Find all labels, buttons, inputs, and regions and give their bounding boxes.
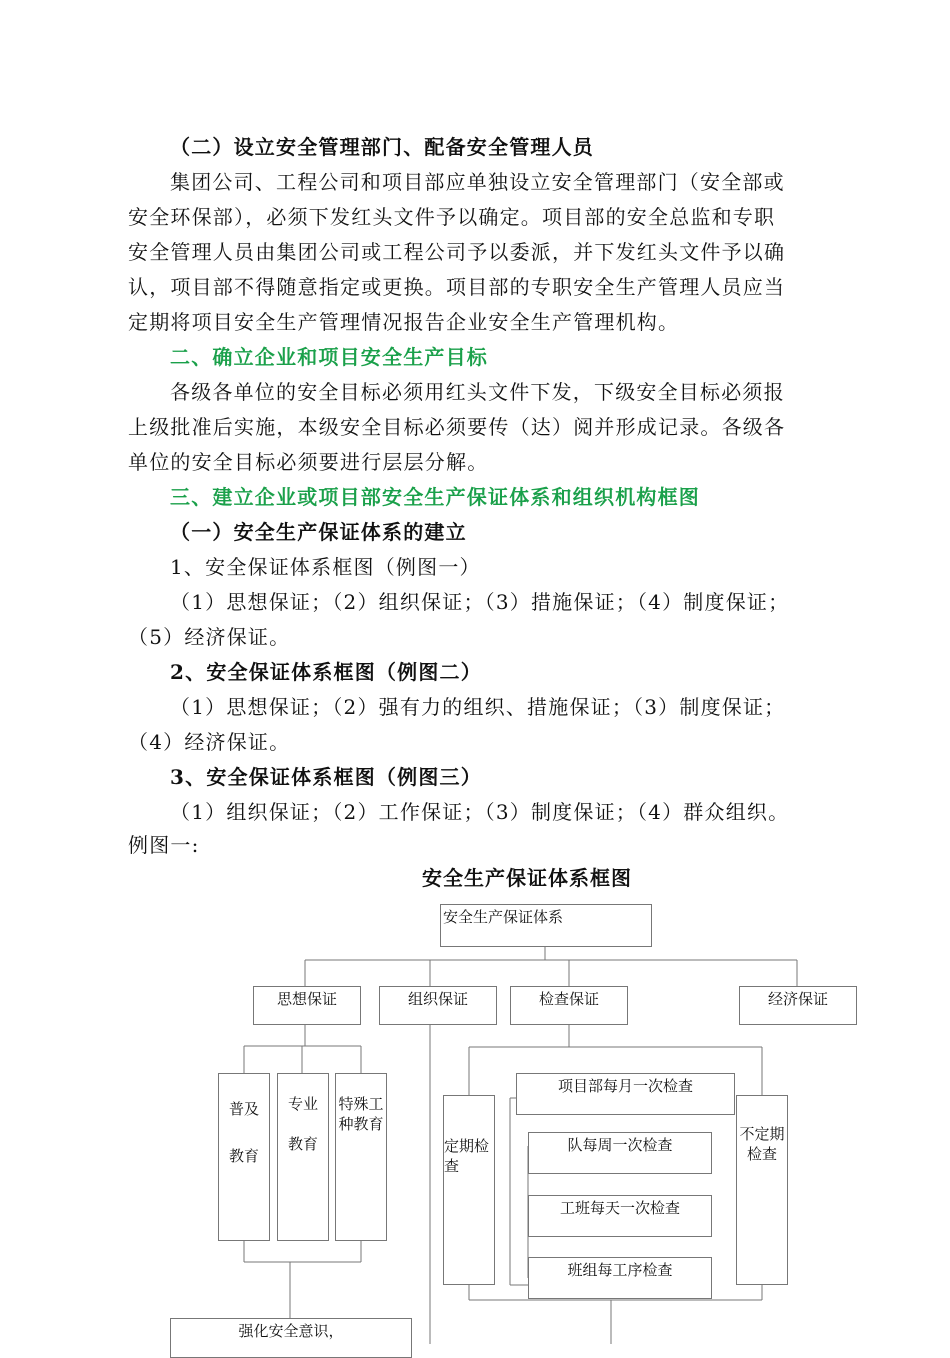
section-heading-3: 三、建立企业或项目部安全生产保证体系和组织机构框图 <box>170 485 700 509</box>
list-item-body: （4）经济保证。 <box>128 730 291 754</box>
diagram-title: 安全生产保证体系框图 <box>422 866 632 890</box>
root-node: 安全生产保证体系 <box>440 904 652 947</box>
paragraph-line: 单位的安全目标必须要进行层层分解。 <box>128 450 489 474</box>
paragraph-line: 定期将项目安全生产管理情况报告企业安全生产管理机构。 <box>128 310 680 334</box>
paragraph-line: 各级各单位的安全目标必须用红头文件下发，下级安全目标必须报 <box>170 380 785 404</box>
periodic-inspection-line: 定期检 <box>444 1137 490 1155</box>
irregular-inspection-line: 检查 <box>746 1145 777 1163</box>
list-item: 2、安全保证体系框图（例图二） <box>170 660 482 684</box>
list-item-body: （5）经济保证。 <box>128 625 291 649</box>
paragraph-line: 上级批准后实施，本级安全目标必须要传（达）阅并形成记录。各级各 <box>128 415 786 439</box>
list-item: 1、安全保证体系框图（例图一） <box>170 555 481 579</box>
branch-node-economic: 经济保证 <box>739 986 857 1025</box>
paragraph-line: 安全管理人员由集团公司或工程公司予以委派，并下发红头文件予以确 <box>128 240 786 264</box>
paragraph-line: 集团公司、工程公司和项目部应单独设立安全管理部门（安全部或 <box>170 170 785 194</box>
paragraph-line: 安全环保部），必须下发红头文件予以确定。项目部的安全总监和专职 <box>128 205 776 229</box>
check-daily-node: 工班每天一次检查 <box>528 1195 712 1237</box>
branch-node-inspection: 检查保证 <box>510 986 628 1025</box>
education-professional-line: 专业 <box>287 1095 318 1113</box>
section-heading-2-2: （二）设立安全管理部门、配备安全管理人员 <box>170 135 594 159</box>
periodic-inspection-line: 查 <box>444 1157 460 1175</box>
education-professional-line: 教育 <box>287 1135 318 1153</box>
subsection-heading-3-1: （一）安全生产保证体系的建立 <box>170 520 467 544</box>
education-special-node <box>335 1073 387 1241</box>
education-special-line: 特殊工 <box>338 1095 384 1113</box>
periodic-inspection-node <box>443 1095 495 1285</box>
list-item: 3、安全保证体系框图（例图三） <box>170 765 482 789</box>
education-general-line: 教育 <box>228 1147 259 1165</box>
check-monthly-node: 项目部每月一次检查 <box>516 1073 735 1115</box>
irregular-inspection-node <box>736 1095 788 1285</box>
example-label: 例图一: <box>128 833 200 857</box>
branch-node-organization: 组织保证 <box>379 986 497 1025</box>
bottom-node: 强化安全意识， <box>170 1318 412 1358</box>
education-professional-node <box>277 1073 329 1241</box>
irregular-inspection-line: 不定期 <box>739 1125 785 1143</box>
check-weekly-node: 队每周一次检查 <box>528 1132 712 1174</box>
list-item-body: （1）组织保证；（2）工作保证；（3）制度保证；（4）群众组织。 <box>170 800 790 824</box>
education-general-line: 普及 <box>228 1100 259 1118</box>
education-special-line: 种教育 <box>338 1115 384 1133</box>
list-item-body: （1）思想保证；（2）组织保证；（3）措施保证；（4）制度保证； <box>170 590 790 614</box>
paragraph-line: 认，项目部不得随意指定或更换。项目部的专职安全生产管理人员应当 <box>128 275 786 299</box>
check-process-node: 班组每工序检查 <box>528 1257 712 1299</box>
branch-node-ideology: 思想保证 <box>253 986 361 1025</box>
education-general-node <box>218 1073 270 1241</box>
section-heading-2: 二、确立企业和项目安全生产目标 <box>170 345 488 369</box>
list-item-body: （1）思想保证；（2）强有力的组织、措施保证；（3）制度保证； <box>170 695 786 719</box>
